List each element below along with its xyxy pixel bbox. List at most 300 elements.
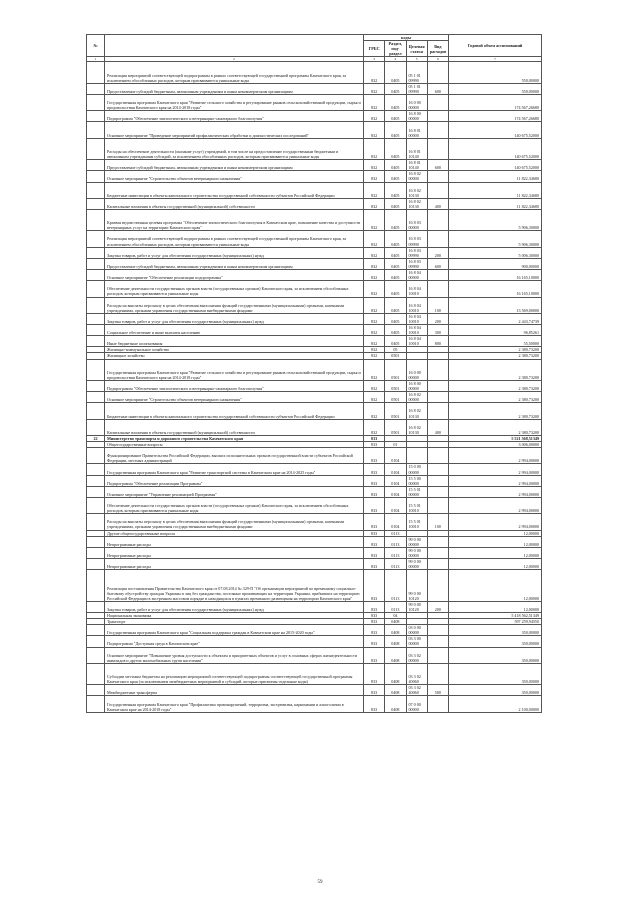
- cell-target-article: 16 8 04 10010: [406, 313, 427, 324]
- cell-name: Социальное обеспечение и иные выплаты населению: [105, 325, 364, 336]
- cell-razdel: 05: [385, 347, 406, 353]
- cell-grbs: 833: [364, 475, 385, 486]
- cell-name: Субсидии местным бюджетам на реализацию мероприятий соответствующей подпрограммы соответствующей государственной программы Камчатского края (за исключением межбюджетных мероприятий и субсидий, которые присвоены отдельные коды): [105, 663, 364, 684]
- cell-volume: 96,85261: [449, 325, 542, 336]
- table-row: [87, 392, 542, 403]
- cell-target-article: 99 0 00 00000: [406, 559, 427, 570]
- cell-name: Непрограммные расходы: [105, 536, 364, 547]
- cell-razdel: 0405: [385, 138, 406, 159]
- cell-expense-type: 600: [427, 83, 448, 94]
- cell-num: [87, 325, 105, 336]
- cell-target-article: 16 8 01 10140: [406, 160, 427, 171]
- cell-grbs: 832: [364, 160, 385, 171]
- cell-name: Реализация постановления Правительства Камчатского края от 07.08.2014 № 329-П "Об организации мероприятий по временному социально-бытовому обустройству граждан Украины и лиц без гражданства, постоянно проживающих на территории Украины, прибывших на территорию Российской Федерации в экстренном массовом порядке и находящихся в пунктах временного размещения на территории Камчатского края": [105, 570, 364, 602]
- cell-name: Функционирование Правительства Российской Федерации, высших исполнительных органов государственной власти субъектов Российской Федерации, местных администраций: [105, 448, 364, 464]
- cell-volume: 12,00000: [449, 547, 542, 558]
- cell-grbs: 832: [364, 419, 385, 435]
- cell-num: [87, 270, 105, 281]
- cell-grbs: 833: [364, 435, 385, 441]
- cell-volume: 2 100,00000: [449, 696, 542, 712]
- table-row: [87, 83, 542, 94]
- index-cell: 2: [105, 57, 364, 62]
- cell-razdel: 0405: [385, 313, 406, 324]
- cell-target-article: 15 5 00 00000: [406, 475, 427, 486]
- cell-num: [87, 336, 105, 347]
- cell-num: [87, 625, 105, 636]
- table-row: [87, 663, 542, 684]
- cell-num: [87, 419, 105, 435]
- cell-num: [87, 696, 105, 712]
- table-row: [87, 380, 542, 391]
- cell-name: Реализация мероприятий соответствующей подпрограммы в рамках соответствующей государственной программы Камчатского края, за исключением обособленных расходов, которым присваиваются уникальные коды: [105, 62, 364, 83]
- cell-volume: 2 994,00000: [449, 514, 542, 530]
- cell-num: [87, 601, 105, 612]
- cell-razdel: 0405: [385, 231, 406, 247]
- cell-expense-type: [427, 448, 448, 464]
- cell-target-article: 99 0 00 10120: [406, 570, 427, 602]
- cell-target-article: 16 8 02 10130: [406, 403, 427, 419]
- table-row: [87, 111, 542, 122]
- cell-razdel: 0104: [385, 514, 406, 530]
- cell-expense-type: 200: [427, 601, 448, 612]
- cell-target-article: 16 8 00 00000: [406, 380, 427, 391]
- table-row: [87, 685, 542, 696]
- cell-name: Бюджетные инвестиции в объекты капитального строительства государственной собственности субъектов Российской Федерации: [105, 403, 364, 419]
- cell-razdel: 0113: [385, 530, 406, 536]
- cell-grbs: 832: [364, 270, 385, 281]
- cell-razdel: 0405: [385, 270, 406, 281]
- cell-name: Капитальные вложения в объекты государственной (муниципальной) собственности: [105, 419, 364, 435]
- cell-expense-type: [427, 122, 448, 138]
- cell-target-article: 16 8 02 10130: [406, 182, 427, 198]
- cell-expense-type: [427, 171, 448, 182]
- cell-razdel: 0405: [385, 247, 406, 258]
- cell-expense-type: 500: [427, 685, 448, 696]
- cell-target-article: 16 8 04 10010: [406, 325, 427, 336]
- cell-expense-type: [427, 464, 448, 475]
- cell-volume: 550,00000: [449, 62, 542, 83]
- cell-target-article: 07 0 00 00000: [406, 696, 427, 712]
- cell-volume: 140 675,52000: [449, 160, 542, 171]
- cell-num: [87, 570, 105, 602]
- cell-target-article: 16 8 02 00000: [406, 392, 427, 403]
- cell-razdel: 0405: [385, 336, 406, 347]
- cell-razdel: 0408: [385, 696, 406, 712]
- cell-razdel: 0113: [385, 570, 406, 602]
- table-row: [87, 559, 542, 570]
- cell-expense-type: 200: [427, 313, 448, 324]
- cell-expense-type: [427, 636, 448, 647]
- cell-num: [87, 138, 105, 159]
- cell-razdel: 0408: [385, 647, 406, 663]
- cell-expense-type: [427, 62, 448, 83]
- cell-grbs: 833: [364, 497, 385, 513]
- cell-target-article: 05 1 01 09990: [406, 83, 427, 94]
- cell-grbs: 833: [364, 696, 385, 712]
- cell-grbs: 832: [364, 297, 385, 313]
- cell-target-article: 16 8 01 10140: [406, 138, 427, 159]
- cell-target-article: 16 8 03 09990: [406, 247, 427, 258]
- cell-expense-type: [427, 625, 448, 636]
- cell-grbs: 832: [364, 209, 385, 230]
- cell-expense-type: [427, 94, 448, 110]
- table-row: [87, 475, 542, 486]
- cell-name: Капитальные вложения в объекты государственной (муниципальной) собственности: [105, 198, 364, 209]
- cell-name: Подпрограмма "Доступная среда в Камчатском крае": [105, 636, 364, 647]
- cell-expense-type: [427, 475, 448, 486]
- cell-volume: 2 994,00000: [449, 464, 542, 475]
- index-cell: 3: [364, 57, 385, 62]
- cell-name: Жилищно-коммунальное хозяйство: [105, 347, 364, 353]
- cell-volume: 5 006,30000: [449, 247, 542, 258]
- cell-name: Предоставление субсидий бюджетным, автономным учреждениям и иным некоммерческим организациям: [105, 258, 364, 269]
- cell-name: Подпрограмма "Обеспечение эпизоотического и ветеринарно-санитарного благополучия": [105, 111, 364, 122]
- table-row: [87, 281, 542, 297]
- cell-razdel: 0408: [385, 619, 406, 625]
- cell-num: [87, 111, 105, 122]
- cell-num: [87, 547, 105, 558]
- table-row: [87, 313, 542, 324]
- cell-razdel: 0405: [385, 297, 406, 313]
- cell-volume: 11 822,34680: [449, 182, 542, 198]
- cell-name: Основное мероприятие "Строительство объектов ветеринарного назначения": [105, 171, 364, 182]
- cell-target-article: 03 3 02 40060: [406, 663, 427, 684]
- cell-target-article: 16 8 04 10010: [406, 281, 427, 297]
- cell-razdel: 0408: [385, 685, 406, 696]
- cell-grbs: 832: [364, 138, 385, 159]
- table-row: [87, 325, 542, 336]
- cell-num: [87, 171, 105, 182]
- cell-volume: 350,00000: [449, 685, 542, 696]
- cell-razdel: 0405: [385, 171, 406, 182]
- cell-target-article: 16 8 01 00000: [406, 122, 427, 138]
- cell-num: [87, 247, 105, 258]
- cell-razdel: 0113: [385, 536, 406, 547]
- cell-expense-type: [427, 392, 448, 403]
- cell-target-article: 16 8 02 10130: [406, 419, 427, 435]
- table-row: [87, 497, 542, 513]
- cell-grbs: 833: [364, 570, 385, 602]
- cell-grbs: 832: [364, 111, 385, 122]
- cell-volume: 2 380,73200: [449, 353, 542, 359]
- table-row: [87, 270, 542, 281]
- cell-razdel: 0405: [385, 160, 406, 171]
- cell-volume: 13 569,00000: [449, 297, 542, 313]
- table-row: [87, 486, 542, 497]
- header-grbs: ГРБС: [364, 41, 385, 57]
- cell-expense-type: [427, 536, 448, 547]
- cell-grbs: 833: [364, 625, 385, 636]
- cell-razdel: 0408: [385, 636, 406, 647]
- cell-name: Государственная программа Камчатского края "Развитие сельского хозяйства и регулирование рынков сельскохозяйственной продукции, сырья и продовольствия Камчатского края на 2014-2018 годы": [105, 94, 364, 110]
- cell-volume: 12,00000: [449, 536, 542, 547]
- cell-expense-type: 800: [427, 336, 448, 347]
- cell-target-article: 16 8 04 00000: [406, 270, 427, 281]
- table-row: [87, 448, 542, 464]
- cell-num: [87, 663, 105, 684]
- cell-name: Обеспечение деятельности государственных органов власти (государственных органов) Камчатского края, за исключением обособленных расходов, которым присваиваются уникальные коды: [105, 497, 364, 513]
- cell-volume: 16 165,10000: [449, 281, 542, 297]
- cell-name: Предоставление субсидий бюджетным, автономным учреждениям и иным некоммерческим организациям: [105, 83, 364, 94]
- cell-name: Расходы на выплаты персоналу в целях обеспечения выполнения функций государственными (муниципальными) органами, казенными учреждениями, органами управления государственными внебюджетными фондами: [105, 297, 364, 313]
- cell-volume: 55,50000: [449, 336, 542, 347]
- header-codes: коды: [364, 35, 449, 41]
- table-row: [87, 247, 542, 258]
- table-row: [87, 464, 542, 475]
- table-body: [87, 62, 542, 712]
- index-cell: 7: [449, 57, 542, 62]
- table-row: [87, 138, 542, 159]
- cell-target-article: 99 0 00 10120: [406, 601, 427, 612]
- cell-name: Общегосударственные вопросы: [105, 442, 364, 448]
- cell-name: Межбюджетные трансферты: [105, 685, 364, 696]
- cell-expense-type: [427, 209, 448, 230]
- cell-volume: 5 521 568,51349: [449, 435, 542, 441]
- cell-name: Закупка товаров, работ и услуг для обеспечения государственных (муниципальных) нужд: [105, 313, 364, 324]
- cell-expense-type: [427, 281, 448, 297]
- cell-volume: 350,00000: [449, 663, 542, 684]
- cell-razdel: 0405: [385, 325, 406, 336]
- cell-num: [87, 559, 105, 570]
- cell-razdel: 0501: [385, 403, 406, 419]
- cell-name: Предоставление субсидий бюджетным, автономным учреждениям и иным некоммерческим организациям: [105, 160, 364, 171]
- table-row: [87, 297, 542, 313]
- cell-razdel: 0405: [385, 209, 406, 230]
- cell-target-article: 15 0 00 00000: [406, 464, 427, 475]
- cell-razdel: 0405: [385, 122, 406, 138]
- table-row: [87, 122, 542, 138]
- cell-grbs: 832: [364, 380, 385, 391]
- cell-num: [87, 94, 105, 110]
- cell-grbs: 832: [364, 392, 385, 403]
- cell-razdel: 01: [385, 442, 406, 448]
- cell-target-article: 16 8 03 00000: [406, 209, 427, 230]
- cell-grbs: 833: [364, 536, 385, 547]
- cell-target-article: 99 0 00 00000: [406, 547, 427, 558]
- header-volume: Годовой объем ассигнований: [449, 35, 542, 57]
- cell-razdel: 0405: [385, 198, 406, 209]
- cell-target-article: 03 3 00 00000: [406, 636, 427, 647]
- cell-volume: 350,00000: [449, 636, 542, 647]
- cell-expense-type: [427, 547, 448, 558]
- index-cell: 6: [427, 57, 448, 62]
- cell-name: Государственная программа Камчатского края "Социальная поддержка граждан в Камчатском крае на 2015-2020 годы": [105, 625, 364, 636]
- cell-num: [87, 497, 105, 513]
- cell-expense-type: [427, 138, 448, 159]
- cell-grbs: 832: [364, 258, 385, 269]
- cell-expense-type: 100: [427, 297, 448, 313]
- cell-volume: 3 006,00000: [449, 442, 542, 448]
- cell-num: [87, 281, 105, 297]
- cell-num: [87, 475, 105, 486]
- cell-volume: 2 443,74739: [449, 313, 542, 324]
- cell-volume: 2 994,00000: [449, 497, 542, 513]
- cell-target-article: 03 3 02 00000: [406, 647, 427, 663]
- cell-razdel: 0104: [385, 486, 406, 497]
- cell-volume: 597 259,94550: [449, 619, 542, 625]
- cell-name: Другие общегосударственные вопросы: [105, 530, 364, 536]
- cell-name: Подпрограмма "Обеспечение реализации Программы": [105, 475, 364, 486]
- table-row: [87, 403, 542, 419]
- cell-grbs: 832: [364, 247, 385, 258]
- cell-volume: 350,00000: [449, 625, 542, 636]
- cell-name: Иные бюджетные ассигнования: [105, 336, 364, 347]
- index-cell: 1: [87, 57, 105, 62]
- cell-name: Реализация мероприятий соответствующей подпрограммы в рамках соответствующей государственной программы Камчатского края, за исключением обособленных расходов, которым присваиваются уникальные коды: [105, 231, 364, 247]
- cell-name: Министерство транспорта и дорожного строительства Камчатского края: [105, 435, 364, 441]
- cell-expense-type: [427, 231, 448, 247]
- cell-expense-type: [427, 111, 448, 122]
- cell-num: [87, 536, 105, 547]
- cell-grbs: 833: [364, 685, 385, 696]
- cell-volume: 2 380,73200: [449, 419, 542, 435]
- cell-expense-type: [427, 380, 448, 391]
- cell-grbs: 833: [364, 613, 385, 619]
- cell-grbs: 832: [364, 83, 385, 94]
- cell-target-article: 16 0 00 00000: [406, 94, 427, 110]
- cell-num: [87, 392, 105, 403]
- cell-volume: 2 994,00000: [449, 448, 542, 464]
- cell-volume: 550,00000: [449, 83, 542, 94]
- cell-razdel: 0405: [385, 83, 406, 94]
- cell-razdel: 0408: [385, 663, 406, 684]
- cell-name: Закупка товаров, работ и услуг для обеспечения государственных (муниципальных) нужд: [105, 247, 364, 258]
- table-row: [87, 160, 542, 171]
- cell-num: [87, 122, 105, 138]
- cell-expense-type: [427, 497, 448, 513]
- table-row: [87, 636, 542, 647]
- table-row: [87, 696, 542, 712]
- cell-name: Основное мероприятие "Проведение мероприятий профилактических обработки и диагностических исследований": [105, 122, 364, 138]
- cell-name: Основное мероприятие "Строительство объектов ветеринарного назначения": [105, 392, 364, 403]
- cell-volume: 11 822,34680: [449, 171, 542, 182]
- cell-razdel: 04: [385, 613, 406, 619]
- cell-razdel: 0104: [385, 464, 406, 475]
- cell-razdel: 0104: [385, 448, 406, 464]
- header-num: №: [87, 35, 105, 57]
- cell-name: Основное мероприятие "Управление реализацией Программы": [105, 486, 364, 497]
- cell-razdel: 0501: [385, 359, 406, 380]
- cell-expense-type: 200: [427, 247, 448, 258]
- cell-target-article: 99 0 00 00000: [406, 536, 427, 547]
- cell-target-article: 15 5 01 00000: [406, 486, 427, 497]
- budget-table: [86, 34, 542, 713]
- cell-expense-type: 400: [427, 198, 448, 209]
- cell-expense-type: [427, 486, 448, 497]
- cell-expense-type: [427, 403, 448, 419]
- cell-razdel: 0405: [385, 94, 406, 110]
- page-number: 59: [317, 880, 323, 885]
- cell-target-article: 16 8 02 10130: [406, 198, 427, 209]
- cell-volume: 12,00000: [449, 570, 542, 602]
- cell-grbs: 832: [364, 171, 385, 182]
- cell-name: Расходы на обеспечение деятельности (оказание услуг) учреждений, в том числе на предоставление государственным бюджетным и автономным учреждениям субсидий, за исключением обособленных расходов, которым присваиваются уникальные коды: [105, 138, 364, 159]
- cell-expense-type: [427, 559, 448, 570]
- cell-expense-type: 300: [427, 325, 448, 336]
- table-row: [87, 182, 542, 198]
- cell-target-article: 15 5 01 10010: [406, 497, 427, 513]
- cell-expense-type: 600: [427, 160, 448, 171]
- cell-razdel: 0501: [385, 353, 406, 359]
- cell-grbs: 832: [364, 281, 385, 297]
- cell-name: Основное мероприятие "Обеспечение реализации подпрограммы": [105, 270, 364, 281]
- cell-target-article: 16 8 02 00000: [406, 171, 427, 182]
- cell-target-article: [406, 448, 427, 464]
- budget-table-sheet: [86, 34, 542, 713]
- cell-num: [87, 313, 105, 324]
- cell-volume: 140 675,52000: [449, 122, 542, 138]
- cell-volume: 2 994,00000: [449, 475, 542, 486]
- cell-grbs: 832: [364, 347, 385, 353]
- cell-num: [87, 160, 105, 171]
- table-row: [87, 171, 542, 182]
- cell-expense-type: 400: [427, 419, 448, 435]
- cell-expense-type: [427, 182, 448, 198]
- cell-name: Обеспечение деятельности государственных органов власти (государственных органов) Камчатского края, за исключением обособленных расходов, которым присваиваются уникальные коды: [105, 281, 364, 297]
- cell-num: [87, 636, 105, 647]
- cell-name: Подпрограмма "Обеспечение эпизоотического и ветеринарно-санитарного благополучия": [105, 380, 364, 391]
- cell-num: [87, 198, 105, 209]
- cell-grbs: 833: [364, 448, 385, 464]
- cell-razdel: 0501: [385, 380, 406, 391]
- cell-volume: 174 567,26680: [449, 94, 542, 110]
- header-cs: Целевая статья: [406, 41, 427, 57]
- cell-razdel: 0501: [385, 392, 406, 403]
- cell-razdel: 0113: [385, 601, 406, 612]
- cell-num: 22: [87, 435, 105, 441]
- cell-grbs: 832: [364, 353, 385, 359]
- cell-razdel: 0405: [385, 281, 406, 297]
- cell-target-article: 16 0 00 00000: [406, 359, 427, 380]
- cell-num: [87, 403, 105, 419]
- cell-expense-type: 600: [427, 258, 448, 269]
- cell-volume: 12,00000: [449, 601, 542, 612]
- cell-razdel: 0405: [385, 182, 406, 198]
- cell-volume: 11 822,34680: [449, 198, 542, 209]
- table-row: [87, 647, 542, 663]
- cell-volume: 2 380,73200: [449, 359, 542, 380]
- cell-name: Закупка товаров, работ и услуг для обеспечения государственных (муниципальных) нужд: [105, 601, 364, 612]
- cell-num: [87, 685, 105, 696]
- cell-grbs: 833: [364, 547, 385, 558]
- header-name: [105, 35, 364, 57]
- cell-grbs: 833: [364, 601, 385, 612]
- cell-num: [87, 359, 105, 380]
- cell-expense-type: [427, 359, 448, 380]
- cell-num: [87, 83, 105, 94]
- cell-grbs: 833: [364, 647, 385, 663]
- cell-volume: 174 567,26680: [449, 111, 542, 122]
- table-row: [87, 231, 542, 247]
- cell-num: [87, 258, 105, 269]
- header-razdel: Раздел, под-раздел: [385, 41, 406, 57]
- cell-target-article: 15 5 01 10010: [406, 514, 427, 530]
- cell-razdel: 0104: [385, 497, 406, 513]
- cell-grbs: 832: [364, 325, 385, 336]
- cell-target-article: 16 8 03 09990: [406, 231, 427, 247]
- cell-grbs: 833: [364, 514, 385, 530]
- table-row: [87, 258, 542, 269]
- cell-grbs: 832: [364, 198, 385, 209]
- cell-num: [87, 514, 105, 530]
- cell-num: [87, 380, 105, 391]
- cell-name: Жилищное хозяйство: [105, 353, 364, 359]
- cell-volume: 5 418 562,51349: [449, 613, 542, 619]
- cell-target-article: 03 0 00 00000: [406, 625, 427, 636]
- cell-grbs: 832: [364, 336, 385, 347]
- cell-num: [87, 297, 105, 313]
- index-cell: 5: [406, 57, 427, 62]
